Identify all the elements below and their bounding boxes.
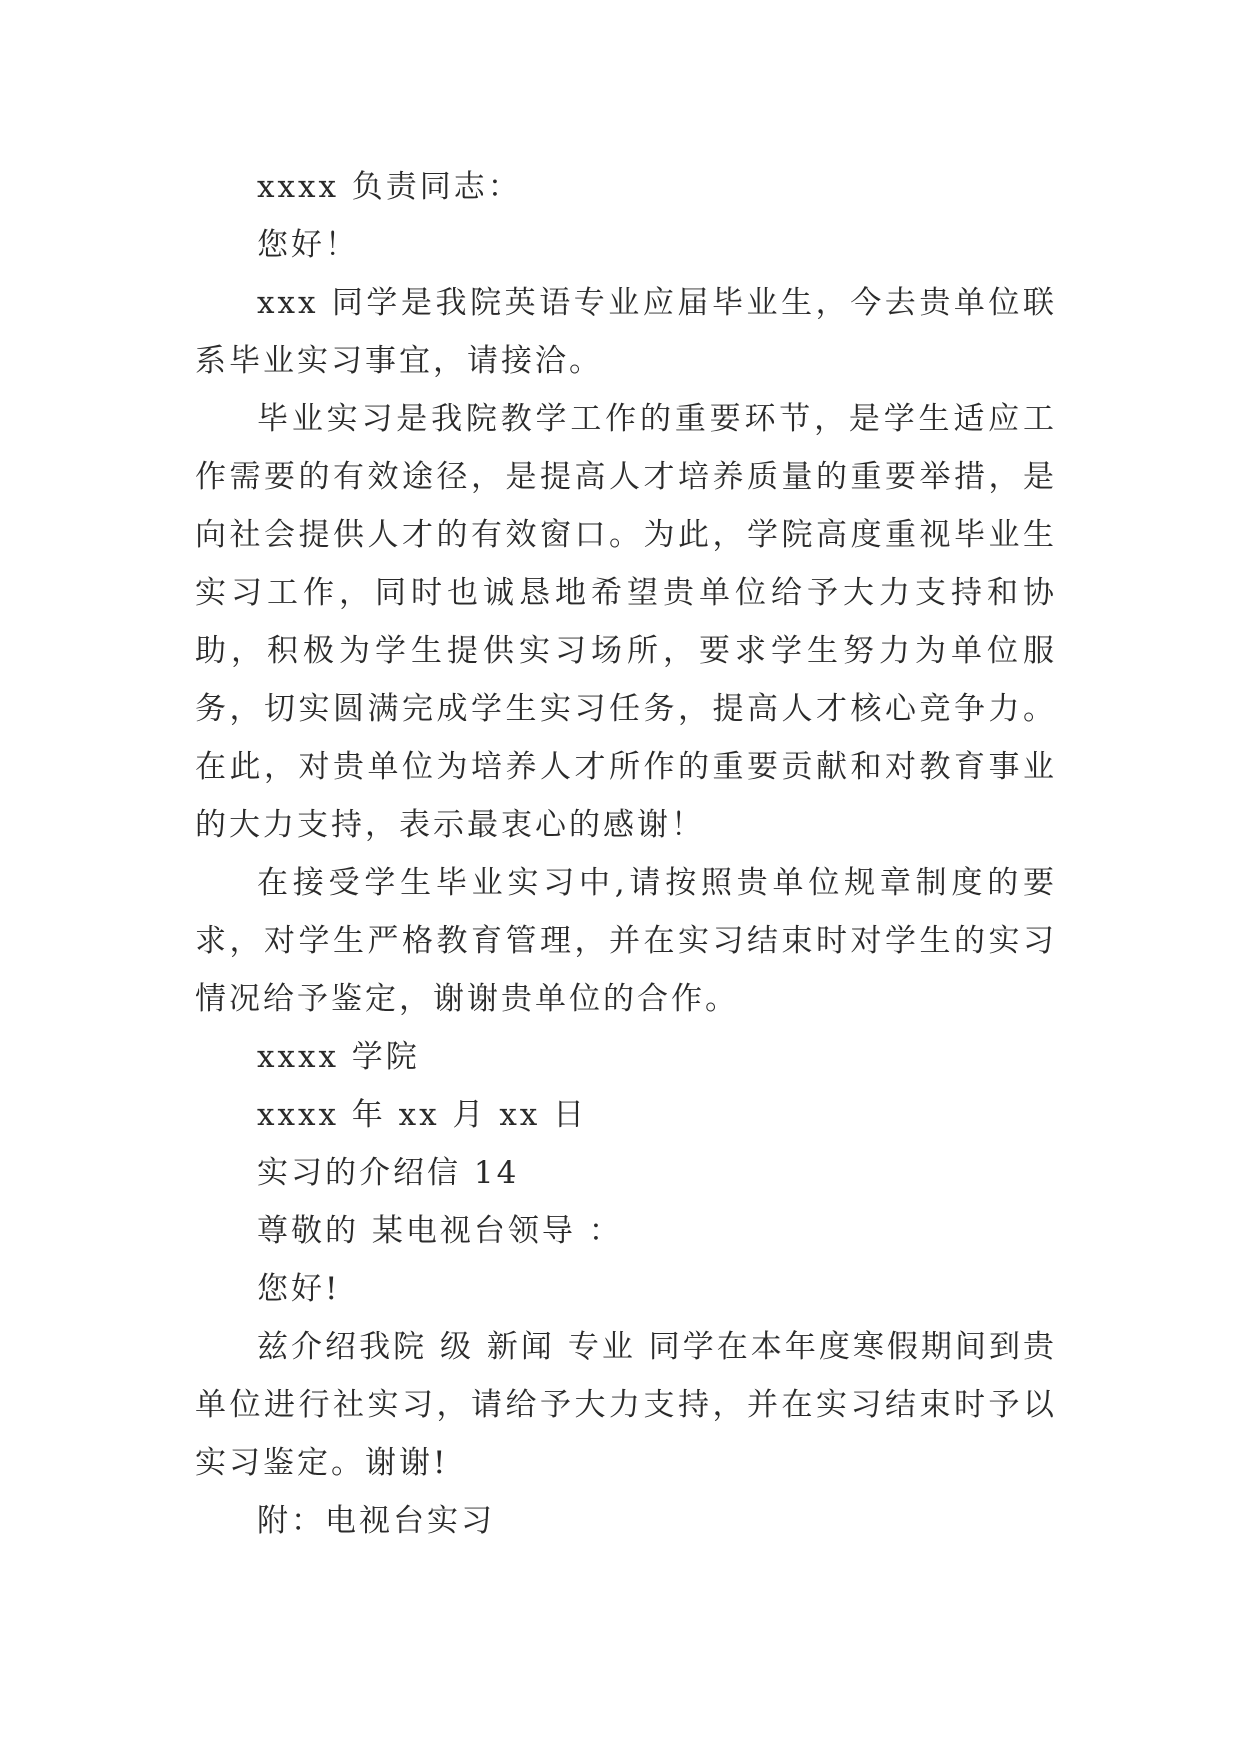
letter1-paragraph-2: 毕业实习是我院教学工作的重要环节，是学生适应工作需要的有效途径，是提高人才培养质量的重要举措，是向社会提供人才的有效窗口。为此，学院高度重视毕业生实习工作，同时也诚恳地希望贵单位给予大力支持和协助，积极为学生提供实习场所，要求学生努力为单位服务，切实圆满完成学生实习任务，提高人才核心竞争力。在此，对贵单位为培养人才所作的重要贡献和对教育事业的大力支持，表示最衷心的感谢！	[195, 401, 1057, 843]
letter1-salutation: xxxx 负责同志：	[257, 169, 522, 205]
letter2-salutation: 尊敬的 某电视台领导 ：	[257, 1213, 623, 1249]
letter2-attachment: 附：电视台实习	[257, 1503, 495, 1539]
letter2-paragraph-1: 兹介绍我院 级 新闻 专业 同学在本年度寒假期间到贵单位进行社实习，请给予大力支持，并在实习结束时予以实习鉴定。谢谢!	[195, 1329, 1057, 1481]
letter1-date: xxxx 年 xx 月 xx 日	[257, 1097, 588, 1133]
letter1-paragraph-1: xxx 同学是我院英语专业应届毕业生，今去贵单位联系毕业实习事宜，请接洽。	[195, 285, 1057, 379]
letter1-signature: xxxx 学院	[257, 1039, 420, 1075]
letter2-title: 实习的介绍信 14	[257, 1155, 520, 1191]
document-body	[195, 158, 1057, 1550]
letter1-paragraph-3: 在接受学生毕业实习中,请按照贵单位规章制度的要求，对学生严格教育管理，并在实习结束时对学生的实习情况给予鉴定，谢谢贵单位的合作。	[195, 865, 1057, 1017]
letter2-greeting: 您好!	[257, 1271, 341, 1307]
letter1-greeting: 您好！	[257, 227, 359, 263]
